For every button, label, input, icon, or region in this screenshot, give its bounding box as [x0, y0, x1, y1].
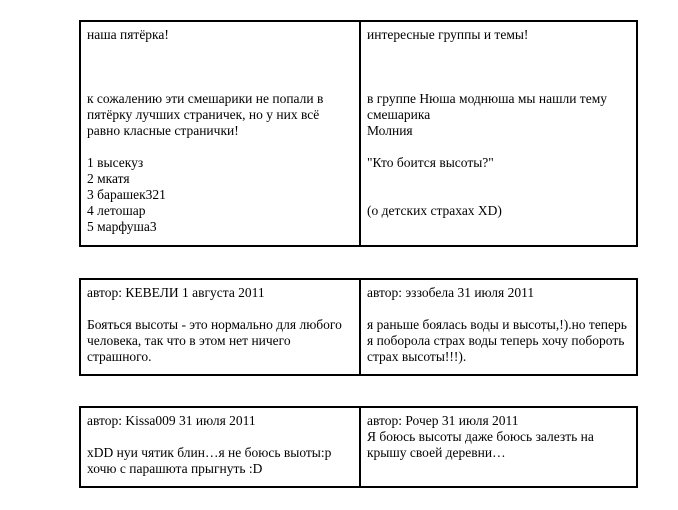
comment-author: автор: эззобела 31 июля 2011	[367, 285, 535, 300]
comment-text: я раньше боялась воды и высоты,!).но теперь я поборола страх воды теперь хочу побороть страх высоты!!!).	[367, 317, 627, 364]
interesting-groups-title: интересные группы и темы!	[367, 27, 529, 42]
comments-row-2	[79, 406, 638, 488]
ranking-item: 5 марфуша3	[87, 219, 157, 234]
top-five-title: наша пятёрка!	[87, 27, 169, 42]
comment	[80, 407, 360, 487]
comment-author: автор: Рочер 31 июля 2011	[367, 413, 519, 428]
group-description: в группе Нюша моднюша мы нашли тему смешарика	[367, 91, 607, 122]
comments-row-1	[79, 278, 638, 376]
comment-text: xDD нуи чятик блин…я не боюсь выоты:р хочю с парашюта прыгнуть :D	[87, 445, 332, 476]
comment	[360, 407, 637, 487]
comment-text: Я боюсь высоты даже боюсь залезть на крышу своей деревни…	[367, 429, 594, 460]
ranking-item: 3 барашек321	[87, 187, 166, 202]
comment-author: автор: Kissa009 31 июля 2011	[87, 413, 256, 428]
comment	[80, 279, 360, 375]
ranking-item: 2 мкатя	[87, 171, 130, 186]
ranking-item: 4 летошар	[87, 203, 146, 218]
ranking-item: 1 высекуз	[87, 155, 144, 170]
top-box	[79, 20, 638, 247]
topic-title: "Кто боится высоты?"	[367, 155, 494, 170]
top-five-cell	[80, 21, 360, 246]
group-description-2: Молния	[367, 123, 413, 138]
comment-author: автор: КЕВЕЛИ 1 августа 2011	[87, 285, 265, 300]
comment	[360, 279, 637, 375]
interesting-groups-cell	[360, 21, 637, 246]
comment-text: Бояться высоты - это нормально для любого человека, так что в этом нет ничего страшного.	[87, 317, 342, 364]
topic-note: (о детских страхах XD)	[367, 203, 502, 218]
top-five-intro: к сожалению эти смешарики не попали в пятёрку лучших страничек, но у них всё равно класные странички!	[87, 91, 324, 138]
